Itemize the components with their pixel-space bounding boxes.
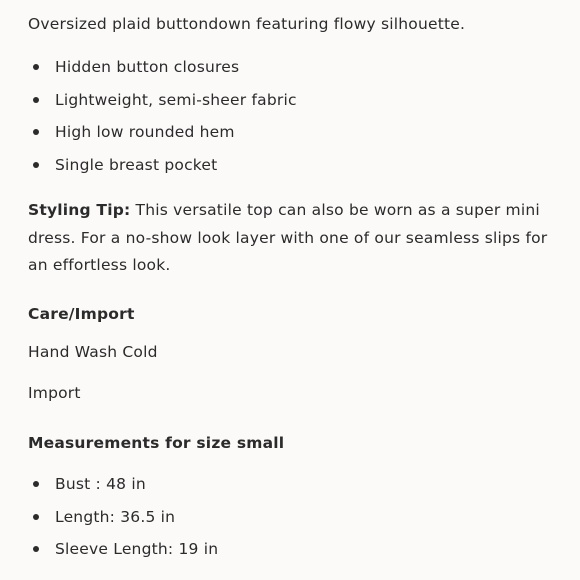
styling-tip-text: This versatile top can also be worn as a super mini dress. For a no-show look layer with one of our seamless slips for an effortless look. <box>28 201 548 274</box>
care-heading: Care/Import <box>28 305 135 323</box>
feature-text: Lightweight, semi-sheer fabric <box>55 90 297 109</box>
list-item <box>28 474 218 507</box>
bullet-icon <box>33 64 39 70</box>
bullet-icon <box>33 514 39 520</box>
styling-tip-label: Styling Tip: <box>28 201 131 219</box>
feature-text: Single breast pocket <box>55 155 218 174</box>
measurements-heading: Measurements for size small <box>28 434 285 452</box>
bullet-icon <box>33 162 39 168</box>
measurements-list <box>28 474 218 572</box>
care-line: Import <box>28 384 81 402</box>
feature-list <box>28 57 297 187</box>
styling-tip <box>28 197 548 280</box>
list-item <box>28 57 297 90</box>
measurement-text: Sleeve Length: 19 in <box>55 540 219 558</box>
bullet-icon <box>33 129 39 135</box>
list-item <box>28 155 297 188</box>
intro-text: Oversized plaid buttondown featuring flowy silhouette. <box>28 15 466 33</box>
list-item <box>28 122 297 155</box>
bullet-icon <box>33 546 39 552</box>
feature-text: Hidden button closures <box>55 58 240 76</box>
bullet-icon <box>33 97 39 103</box>
list-item <box>28 539 218 572</box>
list-item <box>28 90 297 123</box>
care-line: Hand Wash Cold <box>28 343 158 361</box>
measurement-text: Bust : 48 in <box>55 475 146 493</box>
feature-text: High low rounded hem <box>55 123 235 141</box>
measurement-text: Length: 36.5 in <box>55 507 176 526</box>
bullet-icon <box>33 481 39 487</box>
list-item <box>28 507 218 540</box>
